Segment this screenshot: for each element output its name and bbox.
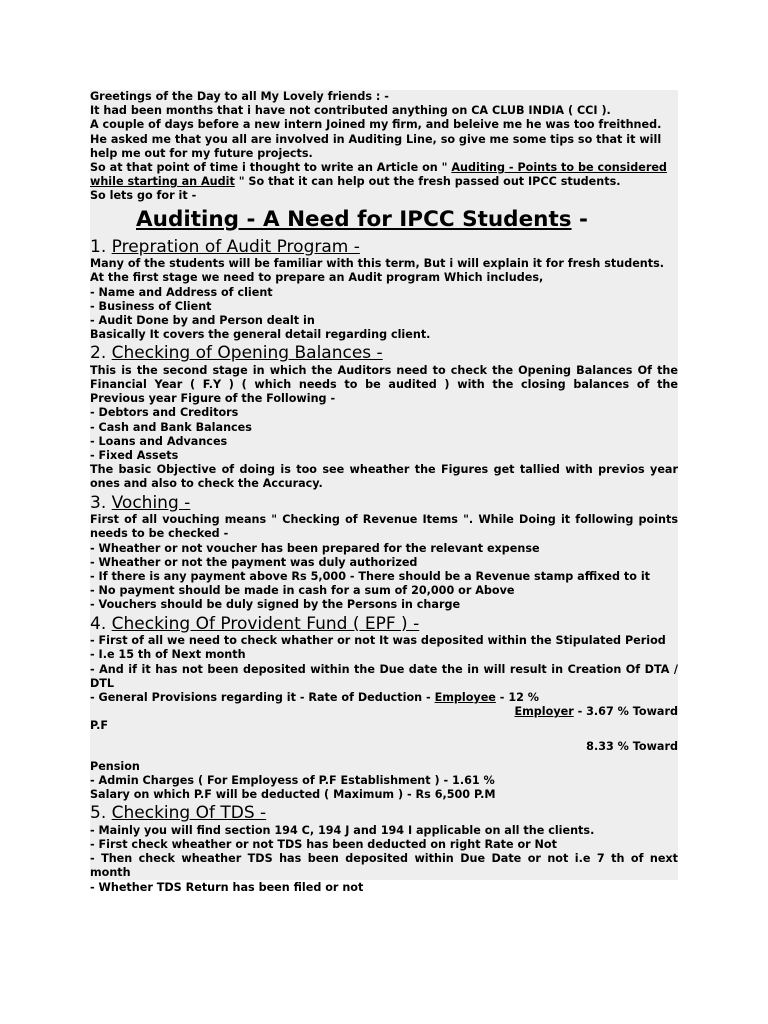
list-item: - First of all we need to check whather or not It was deposited within the Stipulated Period xyxy=(90,634,666,648)
intro-text: " So that it can help out the fresh passed out IPCC students. xyxy=(234,175,621,189)
section-title: Checking of Opening Balances - xyxy=(111,343,383,364)
document-body xyxy=(90,90,678,895)
list-item: - Then check wheather TDS has been deposited within Due Date or not i.e 7 th of next xyxy=(90,852,678,866)
intro-line: It had been months that i have not contributed anything on CA CLUB INDIA ( CCI ). xyxy=(90,104,611,118)
list-item: - Admin Charges ( For Employess of P.F Establishment ) - 1.61 % xyxy=(90,773,495,787)
list-item: - I.e 15 th of Next month xyxy=(90,648,246,662)
list-item: month xyxy=(90,866,131,880)
paragraph-line: ones and also to check the Accuracy. xyxy=(90,477,323,491)
list-item: - And if it has not been deposited within the Due date the in will result in Creation Of DTA / xyxy=(90,662,678,676)
section-number: 2. xyxy=(90,343,112,364)
employee-label: Employee xyxy=(434,690,496,704)
section-title: Checking Of Provident Fund ( EPF ) - xyxy=(111,613,420,634)
employer-rate-line xyxy=(90,705,678,719)
list-item: - Name and Address of client xyxy=(90,285,273,299)
section-heading-2 xyxy=(90,343,678,364)
section-number: 3. xyxy=(90,492,112,513)
list-item: - Cash and Bank Balances xyxy=(90,420,252,434)
paragraph-line: The basic Objective of doing is too see wheather the Figures get tallied with previos year xyxy=(90,463,678,477)
title-dash: - xyxy=(571,206,588,232)
paragraph-line: This is the second stage in which the Auditors need to check the Opening Balances Of the xyxy=(90,363,678,377)
list-item: DTL xyxy=(90,676,115,690)
article-title-link: Auditing - Points to be considered xyxy=(451,161,667,175)
section-number: 4. xyxy=(90,613,112,634)
article-title-link: while starting an Audit xyxy=(90,175,235,189)
page-title xyxy=(90,204,678,236)
section-title: Voching - xyxy=(111,492,191,513)
intro-line: A couple of days before a new intern Joined my firm, and beleive me he was too freithned. xyxy=(90,118,662,132)
section-title: Prepration of Audit Program - xyxy=(111,236,360,257)
document-page xyxy=(90,90,678,894)
provision-rate: - 12 % xyxy=(495,690,539,704)
list-item: - Debtors and Creditors xyxy=(90,406,239,420)
paragraph-line: At the first stage we need to prepare an Audit program Which includes, xyxy=(90,271,544,285)
provision-text: - General Provisions regarding it - Rate of Deduction - xyxy=(90,690,435,704)
list-item: - Wheather or not voucher has been prepared for the relevant expense xyxy=(90,541,540,555)
intro-line: Greetings of the Day to all My Lovely friends : - xyxy=(90,90,389,103)
employer-rate: - 3.67 % Toward xyxy=(573,705,678,719)
list-item: - If there is any payment above Rs 5,000 - There should be a Revenue stamp affixed to it xyxy=(90,569,651,583)
section-heading-1 xyxy=(90,237,678,258)
list-item: - Wheather or not the payment was duly authorized xyxy=(90,555,418,569)
section-number: 5. xyxy=(90,803,112,824)
title-text: Auditing - A Need for IPCC Students xyxy=(136,206,572,232)
section-heading-5 xyxy=(90,803,678,824)
intro-line: He asked me that you all are involved in Auditing Line, so give me some tips so that it will xyxy=(90,132,662,146)
list-item: - No payment should be made in cash for a sum of 20,000 or Above xyxy=(90,584,515,598)
paragraph-line: Basically It covers the general detail regarding client. xyxy=(90,328,431,342)
list-item: - Audit Done by and Person dealt in xyxy=(90,313,315,327)
list-item: - First check wheather or not TDS has been deducted on right Rate or Not xyxy=(90,838,557,852)
intro-text: So at that point of time i thought to write an Article on " xyxy=(90,161,452,175)
list-item: - Whether TDS Return has been filed or not xyxy=(90,880,364,894)
pf-label: P.F xyxy=(90,719,109,733)
pension-label: Pension xyxy=(90,759,140,773)
section-number: 1. xyxy=(90,236,112,257)
intro-line xyxy=(90,175,678,189)
intro-line: help me out for my future projects. xyxy=(90,146,313,160)
intro-line: So lets go for it - xyxy=(90,189,197,203)
intro-line xyxy=(90,161,678,175)
employer-label: Employer xyxy=(514,705,574,719)
list-item: - Mainly you will find section 194 C, 194 J and 194 I applicable on all the clients. xyxy=(90,823,595,837)
paragraph-line: needs to be checked - xyxy=(90,527,229,541)
list-item: - Fixed Assets xyxy=(90,449,179,463)
paragraph-line: Salary on which P.F will be deducted ( Maximum ) - Rs 6,500 P.M xyxy=(90,788,496,802)
paragraph-line: Financial Year ( F.Y ) ( which needs to be audited ) with the closing balances of the xyxy=(90,378,678,392)
pension-rate-line: 8.33 % Toward xyxy=(586,739,678,753)
list-item xyxy=(90,691,678,705)
paragraph-line: First of all vouching means " Checking of Revenue Items ". While Doing it following points xyxy=(90,513,678,527)
list-item: - Loans and Advances xyxy=(90,434,228,448)
section-title: Checking Of TDS - xyxy=(111,803,267,824)
section-heading-3 xyxy=(90,493,678,514)
paragraph-line: Previous year Figure of the Following - xyxy=(90,392,336,406)
list-item: - Business of Client xyxy=(90,299,212,313)
paragraph-line: Many of the students will be familiar with this term, But i will explain it for fresh students. xyxy=(90,257,665,271)
list-item: - Vouchers should be duly signed by the Persons in charge xyxy=(90,598,461,612)
section-heading-4 xyxy=(90,614,678,635)
